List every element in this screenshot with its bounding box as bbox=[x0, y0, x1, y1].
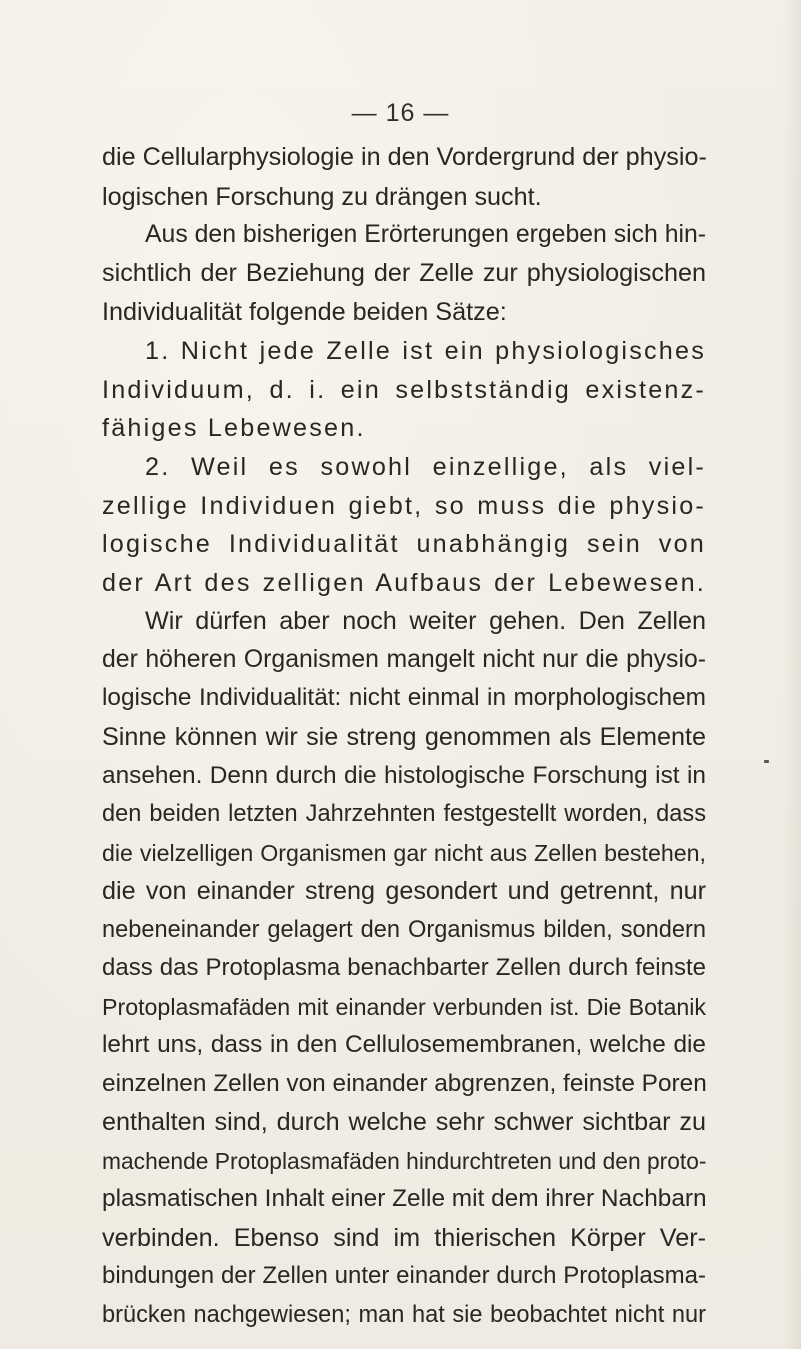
text-line: den beiden letzten Jahrzehnten festgestellt worden, dass bbox=[102, 801, 706, 827]
text-line: ansehen. Denn durch die histologische Forschung ist in bbox=[102, 762, 706, 789]
text-line: einzelnen Zellen von einander abgrenzen, feinste Poren bbox=[102, 1070, 707, 1097]
page-edge-shadow bbox=[783, 0, 801, 1349]
text-line: sichtlich der Beziehung der Zelle zur physiologischen bbox=[102, 259, 706, 287]
text-line: Individualität folgende beiden Sätze: bbox=[102, 298, 507, 326]
text-line: die vielzelligen Organismen gar nicht aus Zellen bestehen, bbox=[102, 840, 706, 866]
text-line: Wir dürfen aber noch weiter gehen. Den Zellen bbox=[145, 607, 706, 635]
text-line: Aus den bisherigen Erörterungen ergeben sich hin- bbox=[145, 221, 707, 248]
text-line: die von einander streng gesondert und getrennt, nur bbox=[102, 877, 706, 905]
margin-mark bbox=[764, 760, 769, 763]
text-line: die Cellularphysiologie in den Vordergrund der physio- bbox=[102, 143, 707, 171]
text-line: plasmatischen Inhalt einer Zelle mit dem ihrer Nachbarn bbox=[102, 1185, 707, 1212]
text-line: verbinden. Ebenso sind im thierischen Körper Ver- bbox=[102, 1224, 706, 1252]
text-line: 1. Nicht jede Zelle ist ein physiologisches bbox=[145, 337, 706, 365]
text-line: logische Individualität unabhängig sein von bbox=[102, 530, 706, 558]
text-line: bindungen der Zellen unter einander durch Protoplasma- bbox=[102, 1262, 706, 1289]
text-line: zellige Individuen giebt, so muss die physio- bbox=[102, 492, 706, 520]
text-line: nebeneinander gelagert den Organismus bilden, sondern bbox=[102, 917, 706, 943]
text-line: enthalten sind, durch welche sehr schwer sichtbar zu bbox=[102, 1108, 706, 1136]
text-line: 2. Weil es sowohl einzellige, als viel- bbox=[145, 453, 706, 481]
text-line: dass das Protoplasma benachbarter Zellen durch feinste bbox=[102, 954, 706, 981]
text-line: Sinne können wir sie streng genommen als Elemente bbox=[102, 723, 706, 751]
text-line: lehrt uns, dass in den Cellulosemembranen, welche die bbox=[102, 1031, 706, 1058]
text-line: der höheren Organismen mangelt nicht nur die physio- bbox=[102, 646, 706, 673]
text-line: brücken nachgewiesen; man hat sie beobachtet nicht nur bbox=[102, 1302, 706, 1328]
text-line: fähiges Lebewesen. bbox=[102, 414, 366, 442]
text-line: logische Individualität: nicht einmal in morphologischem bbox=[102, 684, 706, 711]
text-line: machende Protoplasmafäden hindurchtreten und den proto- bbox=[102, 1148, 707, 1174]
text-line: der Art des zelligen Aufbaus der Lebewesen. bbox=[102, 569, 706, 597]
text-line: Individuum, d. i. ein selbstständig existenz- bbox=[102, 376, 706, 404]
text-line: Protoplasmafäden mit einander verbunden ist. Die Botanik bbox=[102, 994, 706, 1020]
page-number: — 16 — bbox=[351, 99, 450, 127]
text-line: logischen Forschung zu drängen sucht. bbox=[102, 183, 542, 211]
